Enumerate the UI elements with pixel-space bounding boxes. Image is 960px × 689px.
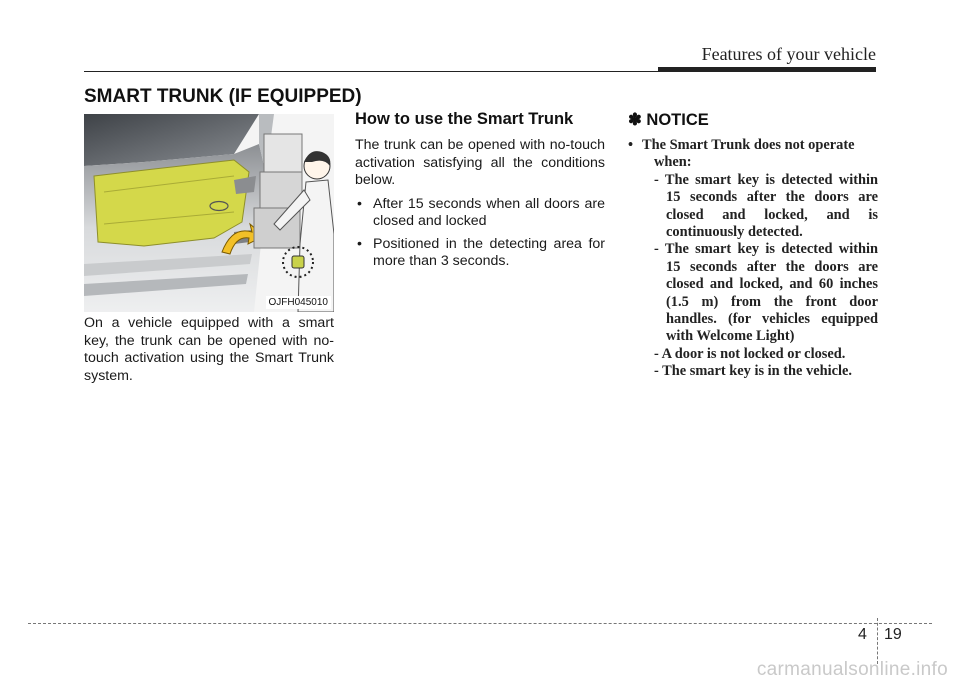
notice-item-text: - A door is not locked or closed. xyxy=(654,345,846,362)
chapter-number: 4 xyxy=(858,626,867,643)
smart-trunk-illustration xyxy=(84,114,334,312)
list-item xyxy=(628,172,878,242)
bullet-dot: • xyxy=(357,235,362,252)
page-number-divider xyxy=(877,618,878,664)
condition-text: After 15 seconds when all doors are closed and locked xyxy=(373,195,605,229)
notice-item-text: - The smart key is in the vehicle. xyxy=(654,363,852,380)
intro-paragraph: On a vehicle equipped with a smart key, the trunk can be opened with no-touch activation using the Smart Trunk system. xyxy=(84,315,334,384)
car-trunk-drawing xyxy=(84,114,334,312)
notice-heading-label: NOTICE xyxy=(646,111,709,129)
list-item xyxy=(628,346,878,363)
how-to-body: The trunk can be opened with no-touch activation satisfying all the conditions below. xyxy=(355,137,605,188)
notice-section xyxy=(628,110,878,381)
notice-symbol-icon: ✽ xyxy=(628,111,642,129)
notice-intro xyxy=(628,137,878,172)
list-item xyxy=(355,196,605,231)
page-number: 19 xyxy=(884,626,902,643)
list-item xyxy=(628,363,878,380)
notice-intro-line2: when: xyxy=(654,154,692,171)
figure-code: OJFH045010 xyxy=(266,296,331,309)
list-item xyxy=(355,236,605,271)
notice-item-text: - The smart key is detected within 15 seconds after the doors are closed and locked, and 60 inches (1.5 m) from the front door handles. (for vehicles equipped with Welcome Light) xyxy=(654,241,878,345)
notice-heading xyxy=(628,110,878,130)
list-item xyxy=(628,241,878,345)
bullet-dot: • xyxy=(357,195,362,212)
notice-bullet: • xyxy=(628,137,634,153)
how-to-section xyxy=(355,110,605,276)
footer-rule xyxy=(28,623,932,624)
condition-text: Positioned in the detecting area for more than 3 seconds. xyxy=(373,235,605,269)
notice-intro-line1: The Smart Trunk does not operate xyxy=(642,137,855,153)
notice-item-text: - The smart key is detected within 15 seconds after the doors are closed and locked, and is continuously detected. xyxy=(654,171,878,241)
running-header: Features of your vehicle xyxy=(701,44,876,64)
header-rule-accent xyxy=(658,67,876,72)
how-to-conditions xyxy=(355,196,605,271)
how-to-heading: How to use the Smart Trunk xyxy=(355,110,574,128)
watermark: carmanualsonline.info xyxy=(756,659,948,680)
section-title: SMART TRUNK (IF EQUIPPED) xyxy=(84,86,362,107)
